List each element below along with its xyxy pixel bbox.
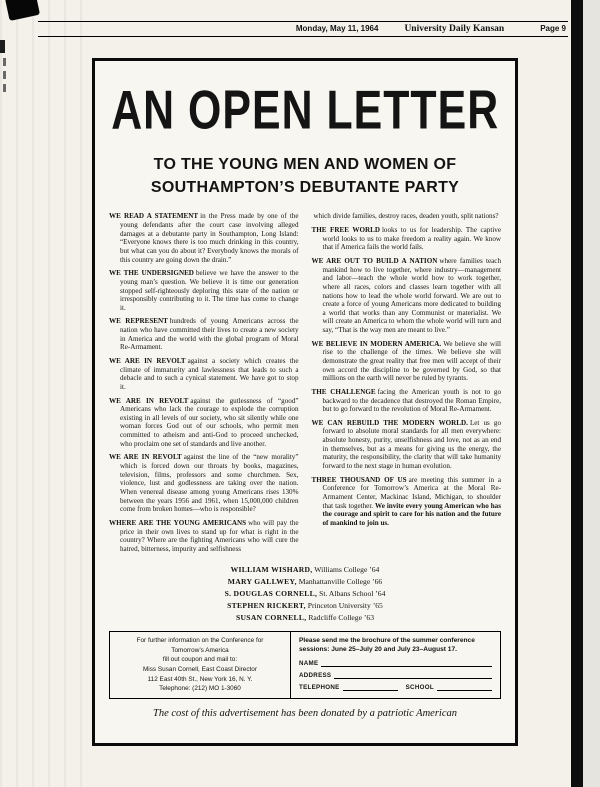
name-field-label: NAME <box>299 659 319 667</box>
masthead-page-number: Page 9 <box>540 24 566 33</box>
paragraph <box>312 419 502 471</box>
right-column <box>312 212 502 558</box>
footer-note: The cost of this advertisement has been donated by a patriotic American <box>153 707 457 719</box>
ad-subhead <box>109 153 501 199</box>
paragraph-lead: WE READ A STATEMENT <box>109 212 199 221</box>
address-field-line <box>334 673 492 679</box>
paragraph-bold-tail: We invite every young American who has the courage and spirit to care for his nation and the future of mankind to join us. <box>322 501 501 527</box>
coupon-info-line: For further information on the Conference for <box>136 637 264 645</box>
coupon-info-line: Miss Susan Cornell, East Coast Director <box>142 666 257 674</box>
coupon-info <box>110 632 290 698</box>
ad-subhead-line1: TO THE YOUNG MEN AND WOMEN OF <box>153 156 457 173</box>
signatures <box>109 564 501 623</box>
coupon-form <box>290 632 500 698</box>
masthead-date: Monday, May 11, 1964 <box>295 24 379 33</box>
name-field-line <box>321 661 492 667</box>
ad-headline-text: AN OPEN LETTER <box>111 79 499 141</box>
left-column <box>109 212 299 558</box>
paragraph-text: facing the American youth is not to go backward to the decadence that destroyed the Roman Empire, but to go forward to the revolution of Moral Re-Armament. <box>322 387 501 414</box>
telephone-school-field-row <box>299 684 492 691</box>
scan-artifact <box>3 84 6 92</box>
masthead-paper-name: University Daily Kansan <box>404 24 505 34</box>
coupon-request-text: Please send me the brochure of the summer conference sessions: June 25–July 20 and July 23–August 17. <box>299 637 475 654</box>
telephone-field-line <box>343 685 398 691</box>
signature-name: MARY GALLWEY, <box>227 577 297 587</box>
paragraph <box>312 388 502 414</box>
paragraph-lead: WE ARE IN REVOLT <box>109 396 189 405</box>
coupon-info-line: Tomorrow’s America <box>171 646 229 654</box>
school-field-line <box>437 685 492 691</box>
paragraph-lead: THE CHALLENGE <box>311 387 376 396</box>
paragraph-lead: WE ARE IN REVOLT <box>109 356 186 365</box>
paragraph-text: against the gutlessness of “good” Americans who lack the courage to explode the corruption existing in all levels of our society, who sit silently while one woman forces God out of our schools, who permit men committed to atheism and anti-God to proceed unchecked, who proclaim one set of standards and live another. <box>120 396 299 448</box>
scan-artifact <box>3 71 6 79</box>
address-field-row <box>299 672 492 679</box>
signature-school: Williams College ’64 <box>314 565 380 575</box>
paragraph-text: looks to us for leadership. The captive world looks to us to make freedom a reality again. We know that if America fails the world fails. <box>322 226 501 252</box>
paragraph <box>109 317 299 352</box>
paragraph-text: against the line of the “new morality” which is forced down our throats by books, magazines, television, films, professors and some churchmen. Sex, violence, lust and godlessness are taking over the nation. When venereal disease among young Americans rises 130% between the years 1956 and 1961, when 15,000,000 children come from broken homes—who is responsible? <box>120 453 299 514</box>
paragraph <box>109 269 299 312</box>
signature-name: SUSAN CORNELL, <box>235 612 307 622</box>
signature-line <box>109 612 501 624</box>
paragraph-text: hundreds of young Americans across the nation who have committed their lives to create a new society in America and the world with the global program of Moral Re-Armament. <box>120 317 299 352</box>
paragraph <box>109 357 299 392</box>
paragraph-lead: WE CAN REBUILD THE MODERN WORLD. <box>311 418 468 427</box>
coupon-info-line: fill out coupon and mail to: <box>162 656 238 664</box>
paragraph-lead: THREE THOUSAND OF US <box>311 475 407 484</box>
paragraph <box>312 212 502 221</box>
coupon-info-line: 112 East 40th St., New York 16, N. Y. <box>147 675 253 683</box>
paragraph-lead: WE THE UNDERSIGNED <box>109 269 194 278</box>
paragraph <box>312 476 502 528</box>
school-field-label: SCHOOL <box>405 683 434 691</box>
paragraph-lead: WHERE ARE THE YOUNG AMERICANS <box>109 518 247 527</box>
paragraph-text: are meeting this summer in a Conference for Tomorrow’s America at the Moral Re-Armament Center, Mackinac Island, Michigan, to shoulder that task together. <box>322 475 501 510</box>
name-field-row <box>299 660 492 667</box>
paragraph-text: which divide families, destroy races, deaden youth, split nations? <box>313 212 499 221</box>
ad-box <box>92 58 518 746</box>
page-edge-margin <box>583 0 600 787</box>
page-edge-bar <box>571 0 583 787</box>
paragraph-text: We believe she will rise to the challenge of the times. We believe she will demonstrate the great reality that free men will accept of their own accord the discipline to be governed by God, so that millions on the earth will never be ruled by tyrants. <box>322 339 502 383</box>
paragraph-text: believe we have the answer to the young man’s question. We believe it is time our generation stopped self-righteously deploring this state of the nation or irresponsibly contributing to it. The time has come to change it. <box>120 269 299 312</box>
signature-name: WILLIAM WISHARD, <box>230 565 313 575</box>
masthead <box>38 21 568 37</box>
signature-line <box>109 576 501 588</box>
coupon-box <box>109 631 501 699</box>
ad-headline <box>109 79 501 141</box>
paragraph <box>109 212 299 264</box>
paragraph-lead: WE ARE OUT TO BUILD A NATION <box>311 256 438 265</box>
paragraph-text: who will pay the price in their own lives to stand up for what is right in the country? Where are the fighting Americans who will cure the hatred, bitterness, impurity and selfishness <box>120 518 299 553</box>
signature-school: Manhattanville College ’66 <box>298 577 383 587</box>
scan-artifact <box>3 58 6 66</box>
paragraph <box>312 340 502 383</box>
paragraph <box>312 257 502 335</box>
paragraph-lead: THE FREE WORLD <box>311 226 380 235</box>
coupon-info-line: Telephone: (212) MO 1-3060 <box>159 685 241 693</box>
ad-subhead-line2: SOUTHAMPTON’S DEBUTANTE PARTY <box>150 179 460 197</box>
scan-left-streaks <box>0 0 92 787</box>
signature-name: STEPHEN RICKERT, <box>227 600 306 610</box>
paragraph-text: where families teach mankind how to live together, where industry—management and labor—teach the whole world how to work together, where all races, colors and classes learn together with all nations how to lead the whole world forward. We are out to create a force of young Americans more dedicated to building a world that works than any Communist or materialist. We will create an America to whom the whole world will turn and say, “That is the way men are meant to live.” <box>322 256 501 335</box>
paragraph <box>109 397 299 449</box>
telephone-field-label: TELEPHONE <box>299 683 340 691</box>
paragraph <box>109 453 299 513</box>
signature-line <box>109 588 501 600</box>
signature-name: S. DOUGLAS CORNELL, <box>224 588 318 598</box>
signature-school: Princeton University ’65 <box>307 600 383 610</box>
paragraph-lead: WE BELIEVE IN MODERN AMERICA. <box>311 339 442 348</box>
scan-artifact <box>0 40 5 53</box>
signature-line <box>109 600 501 612</box>
address-field-label: ADDRESS <box>299 671 332 679</box>
paragraph-text: in the Press made by one of the young defendants after the court case involving alleged damages at a debutante party in Southampton, Long Island: “Everyone knows there is too much drinking in this country, but what can you do about it? Everybody knows the morals of this country are going down the drain.” <box>120 212 299 264</box>
ad-body-columns <box>109 212 501 558</box>
paragraph <box>109 519 299 554</box>
paragraph-text: Let us go forward to absolute moral standards for all men everywhere: absolute honesty, purity, unselfishness and love, not as an end in themselves, but as a means for giving us the energy, the maturity, the responsibility, the clarity that will take humanity forward to the next stage in human evolution. <box>322 418 501 471</box>
paragraph-lead: WE ARE IN REVOLT <box>109 453 182 462</box>
signature-school: Radcliffe College ’63 <box>308 612 374 622</box>
paragraph-lead: WE REPRESENT <box>109 317 168 326</box>
signature-school: St. Albans School ’64 <box>319 588 386 598</box>
paragraph-text: against a society which creates the climate of immaturity and lawlessness that leads to such a debacle and to such a cynical statement. We have got to stop it. <box>120 356 299 391</box>
paragraph <box>312 226 502 252</box>
signature-line <box>109 564 501 576</box>
